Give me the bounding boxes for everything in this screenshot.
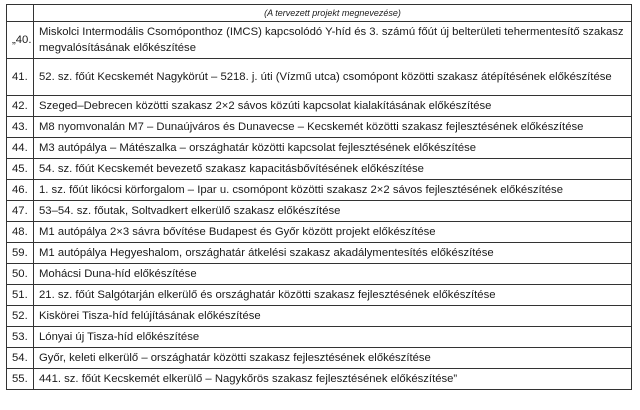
row-text: Szeged–Debrecen közötti szakasz 2×2 sávos közúti kapcsolat kialakításának előkészítése [34,96,632,117]
table-row [7,117,632,138]
header-number-cell [7,5,34,22]
table-row [7,159,632,180]
row-text: M1 autópálya Hegyeshalom, országhatár átkelési szakasz akadálymentesítés előkészítése [34,243,632,264]
row-number: 53. [7,327,34,348]
row-number: 41. [7,59,34,96]
table-row [7,264,632,285]
table-row [7,348,632,369]
table-row [7,59,632,96]
row-text: Győr, keleti elkerülő – országhatár közötti szakasz fejlesztésének előkészítése [34,348,632,369]
row-number: 45. [7,159,34,180]
row-number: „40. [7,22,34,59]
row-number: 43. [7,117,34,138]
table-row [7,22,632,59]
row-text: 53–54. sz. főutak, Soltvadkert elkerülő szakasz előkészítése [34,201,632,222]
table-row [7,180,632,201]
table-row [7,201,632,222]
row-text: 54. sz. főút Kecskemét bevezető szakasz kapacitásbővítésének előkészítése [34,159,632,180]
row-number: 54. [7,348,34,369]
table-row [7,327,632,348]
row-number: 44. [7,138,34,159]
row-text: 441. sz. főút Kecskemét elkerülő – Nagykőrös szakasz fejlesztésének előkészítése” [34,369,632,390]
row-number: 55. [7,369,34,390]
table-row [7,96,632,117]
table-row [7,138,632,159]
row-number: 48. [7,222,34,243]
row-text: 52. sz. főút Kecskemét Nagykörút – 5218. j. úti (Vízmű utca) csomópont közötti szakasz átépítésének előkészítése [34,59,632,96]
row-text: Kiskörei Tisza-híd felújításának előkészítése [34,306,632,327]
row-number: 52. [7,306,34,327]
row-text: Lónyai új Tisza-híd előkészítése [34,327,632,348]
row-text: M8 nyomvonalán M7 – Dunaújváros és Dunavecse – Kecskemét közötti szakasz fejlesztésének előkészítése [34,117,632,138]
row-number: 47. [7,201,34,222]
row-text: 1. sz. főút likócsi körforgalom – Ipar u. csomópont közötti szakasz 2×2 sávos fejlesztésének előkészítése [34,180,632,201]
table-row [7,243,632,264]
row-number: 51. [7,285,34,306]
project-table [6,4,632,390]
row-text: Mohácsi Duna-híd előkészítése [34,264,632,285]
row-number: 42. [7,96,34,117]
table-header-row [7,5,632,22]
row-number: 46. [7,180,34,201]
header-title: (A tervezett projekt megnevezése) [34,5,632,22]
row-text: Miskolci Intermodális Csomóponthoz (IMCS) kapcsolódó Y-híd és 3. számú főút új belterületi tehermentesítő szakasz megvalósításának előkészítése [34,22,632,59]
row-text: M3 autópálya – Mátészalka – országhatár közötti kapcsolat fejlesztésének előkészítése [34,138,632,159]
table-row [7,222,632,243]
row-text: 21. sz. főút Salgótarján elkerülő és országhatár közötti szakasz fejlesztésének előkészítése [34,285,632,306]
table-row [7,306,632,327]
row-number: 50. [7,264,34,285]
table-row [7,369,632,390]
row-text: M1 autópálya 2×3 sávra bővítése Budapest és Győr között projekt előkészítése [34,222,632,243]
table-row [7,285,632,306]
row-number: 59. [7,243,34,264]
